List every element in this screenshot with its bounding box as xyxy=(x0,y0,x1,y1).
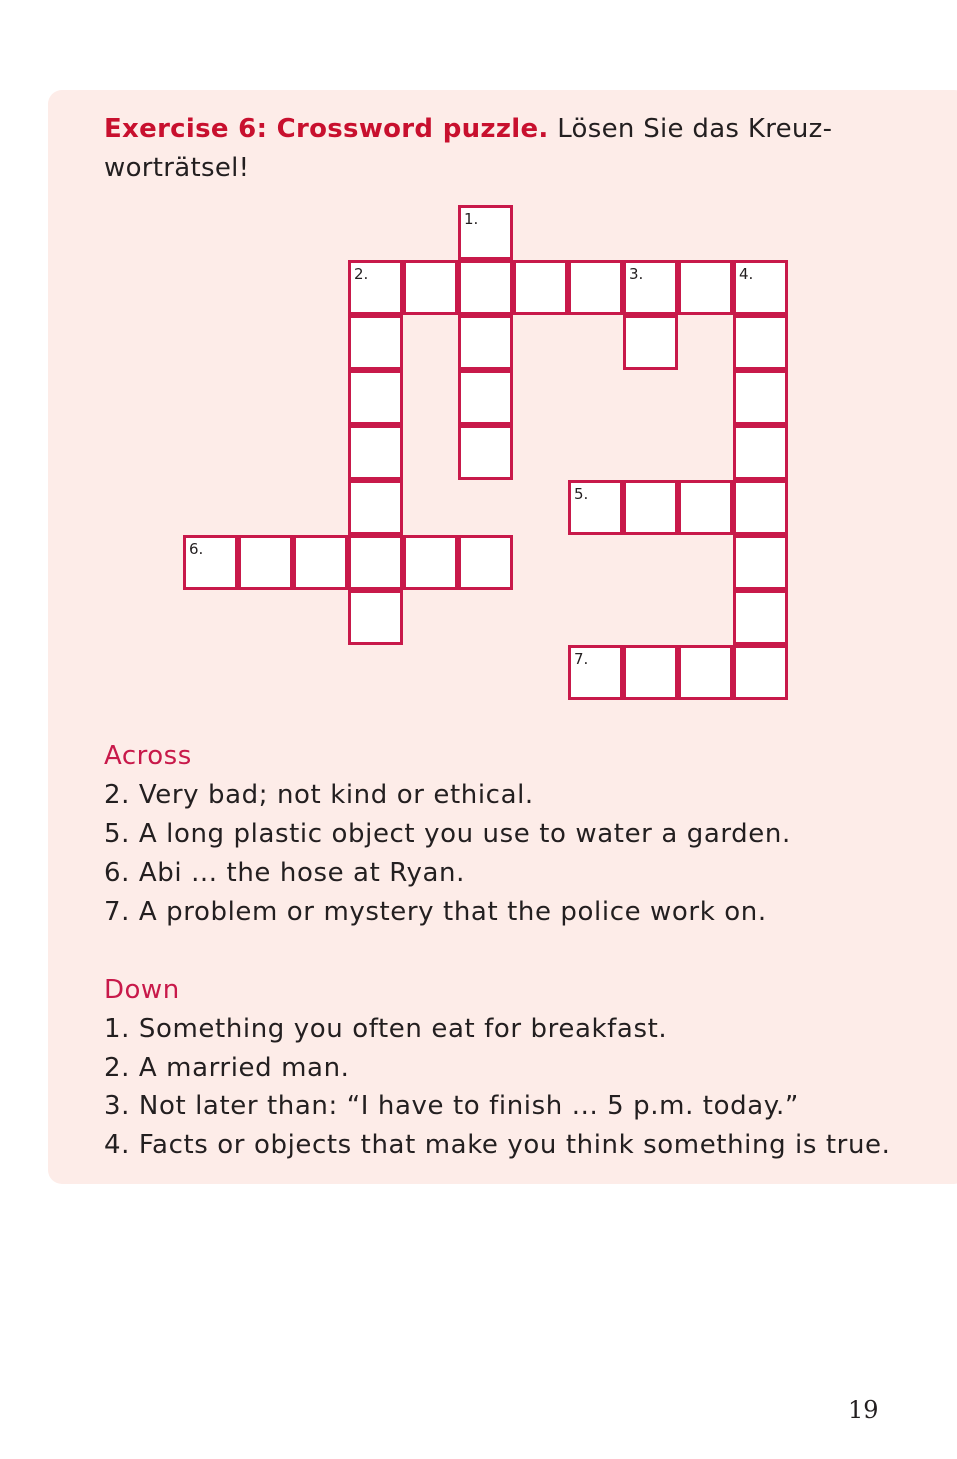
clue-num: 1. xyxy=(104,1014,131,1044)
clue-number: 5. xyxy=(574,485,589,503)
crossword-cell[interactable] xyxy=(733,645,788,700)
crossword-cell[interactable] xyxy=(348,260,403,315)
crossword-cell[interactable] xyxy=(348,535,403,590)
across-clue xyxy=(104,819,791,849)
crossword-cell[interactable] xyxy=(678,260,733,315)
crossword-cell[interactable] xyxy=(623,260,678,315)
crossword-cell[interactable] xyxy=(568,645,623,700)
clue-num: 6. xyxy=(104,858,131,888)
crossword-cell[interactable] xyxy=(678,645,733,700)
crossword-cell[interactable] xyxy=(623,315,678,370)
crossword-cell[interactable] xyxy=(403,260,458,315)
crossword-cell[interactable] xyxy=(733,425,788,480)
crossword-cell[interactable] xyxy=(348,370,403,425)
clue-text: Something you often eat for breakfast. xyxy=(138,1014,668,1044)
crossword-cell[interactable] xyxy=(458,370,513,425)
crossword-cell[interactable] xyxy=(348,425,403,480)
across-clue xyxy=(104,780,534,810)
crossword-cell[interactable] xyxy=(733,480,788,535)
clue-text: Very bad; not kind or ethical. xyxy=(138,780,534,810)
down-clue xyxy=(104,1053,350,1083)
clue-text: A long plastic object you use to water a garden. xyxy=(138,819,791,849)
across-clue xyxy=(104,897,767,927)
clue-text: A married man. xyxy=(138,1053,350,1083)
clue-number: 4. xyxy=(739,265,754,283)
exercise-label: Exercise 6: Crossword puzzle. xyxy=(104,114,549,144)
crossword-cell[interactable] xyxy=(403,535,458,590)
crossword-cell[interactable] xyxy=(348,480,403,535)
crossword-cell[interactable] xyxy=(238,535,293,590)
clue-text: A problem or mystery that the police work on. xyxy=(138,897,767,927)
clue-num: 2. xyxy=(104,1053,131,1083)
exercise-instruction: Lösen Sie das Kreuz-worträtsel! xyxy=(104,114,833,183)
crossword-cell[interactable] xyxy=(623,645,678,700)
crossword-cell[interactable] xyxy=(733,260,788,315)
crossword-cell[interactable] xyxy=(733,590,788,645)
crossword-cell[interactable] xyxy=(348,315,403,370)
crossword-cell[interactable] xyxy=(293,535,348,590)
clue-text: Not later than: “I have to finish ... 5 p.m. today.” xyxy=(138,1091,799,1121)
crossword-cell[interactable] xyxy=(568,260,623,315)
crossword-cell[interactable] xyxy=(458,535,513,590)
crossword-cell[interactable] xyxy=(513,260,568,315)
clue-num: 7. xyxy=(104,897,131,927)
crossword-cell[interactable] xyxy=(733,370,788,425)
crossword-cell[interactable] xyxy=(458,205,513,260)
crossword-cell[interactable] xyxy=(458,315,513,370)
clue-num: 3. xyxy=(104,1091,131,1121)
down-heading: Down xyxy=(104,975,180,1005)
across-clue xyxy=(104,858,465,888)
clue-number: 3. xyxy=(629,265,644,283)
crossword-cell[interactable] xyxy=(458,425,513,480)
clue-text: Abi ... the hose at Ryan. xyxy=(138,858,465,888)
across-heading: Across xyxy=(104,741,192,771)
crossword-cell[interactable] xyxy=(183,535,238,590)
page-number: 19 xyxy=(848,1396,879,1424)
down-clue xyxy=(104,1091,799,1121)
crossword-cell[interactable] xyxy=(733,315,788,370)
crossword-cell[interactable] xyxy=(348,590,403,645)
crossword-cell[interactable] xyxy=(678,480,733,535)
clue-num: 2. xyxy=(104,780,131,810)
crossword-cell[interactable] xyxy=(458,260,513,315)
clue-text: Facts or objects that make you think something is true. xyxy=(138,1130,891,1160)
clue-num: 5. xyxy=(104,819,131,849)
crossword-cell[interactable] xyxy=(623,480,678,535)
down-clue xyxy=(104,1130,891,1160)
crossword-cell[interactable] xyxy=(733,535,788,590)
down-clue xyxy=(104,1014,667,1044)
crossword-cell[interactable] xyxy=(568,480,623,535)
clue-number: 1. xyxy=(464,210,479,228)
clue-number: 2. xyxy=(354,265,369,283)
clue-number: 7. xyxy=(574,650,589,668)
clue-num: 4. xyxy=(104,1130,131,1160)
clue-number: 6. xyxy=(189,540,204,558)
